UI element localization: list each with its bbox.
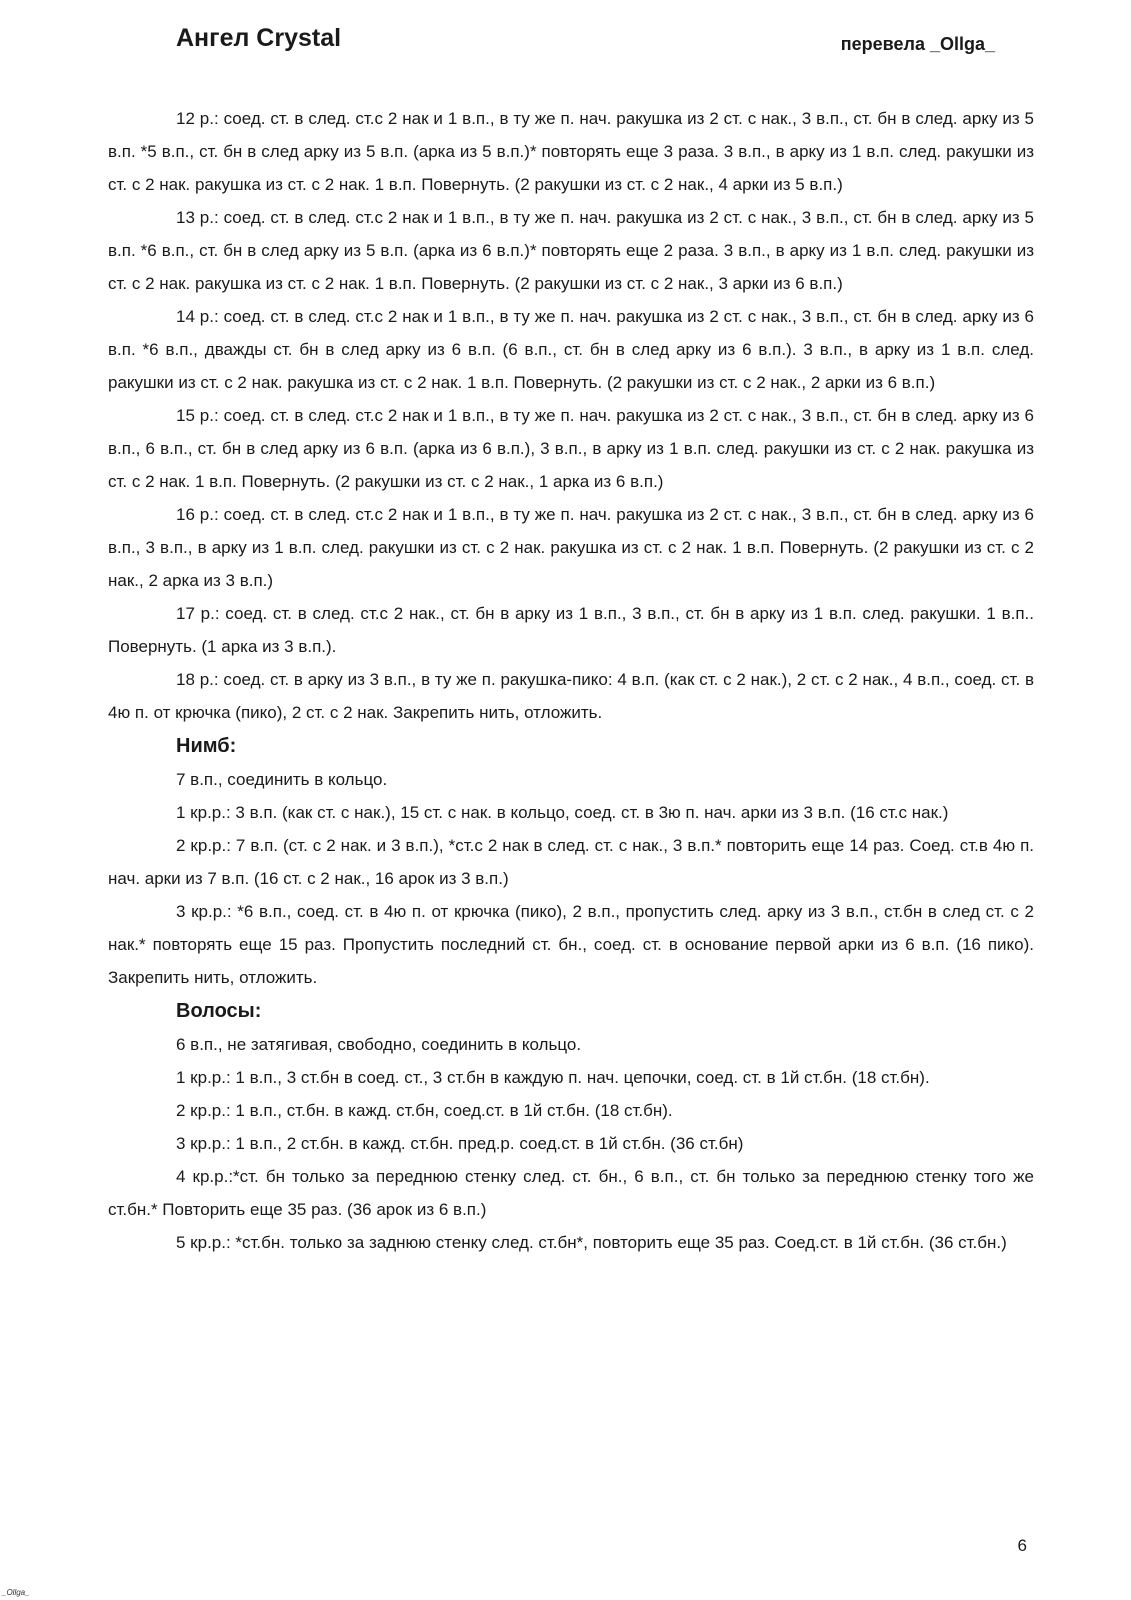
hair-heading: Волосы: xyxy=(176,1000,262,1022)
halo-start-paragraph: 7 в.п., соединить в кольцо. xyxy=(176,770,388,789)
row-15-paragraph: 15 р.: соед. ст. в след. ст.с 2 нак и 1 в.п., в ту же п. нач. ракушка из 2 ст. с нак., 3 в.п., ст. бн в след. арку из 6 в.п., 6 в.п., ст. бн в след арку из 6 в.п. (арка из 6 в.п.), 3 в.п., в арку из 1 в.п. след. ракушки из ст. с 2 нак. ракушка из ст. с 2 нак. 1 в.п. Повернуть. (2 ракушки из ст. с 2 нак., 1 арка из 6 в.п.) xyxy=(108,406,1034,491)
page-content xyxy=(108,102,1034,1259)
watermark: _Ollga_ xyxy=(2,1588,30,1597)
hair-round-4-paragraph: 4 кр.р.:*ст. бн только за переднюю стенку след. ст. бн., 6 в.п., ст. бн только за переднюю стенку того же ст.бн.* Повторить еще 35 раз. (36 арок из 6 в.п.) xyxy=(108,1167,1034,1219)
hair-round-3-paragraph: 3 кр.р.: 1 в.п., 2 ст.бн. в кажд. ст.бн. пред.р. соед.ст. в 1й ст.бн. (36 ст.бн) xyxy=(176,1134,744,1153)
translator-credit: перевела _Ollga_ xyxy=(840,34,995,54)
halo-round-2-paragraph: 2 кр.р.: 7 в.п. (ст. с 2 нак. и 3 в.п.), *ст.с 2 нак в след. ст. с нак., 3 в.п.* повторить еще 14 раз. Соед. ст.в 4ю п. нач. арки из 7 в.п. (16 ст. с 2 нак., 16 арок из 3 в.п.) xyxy=(108,836,1034,888)
halo-heading: Нимб: xyxy=(176,735,237,757)
row-17-paragraph: 17 р.: соед. ст. в след. ст.с 2 нак., ст. бн в арку из 1 в.п., 3 в.п., ст. бн в арку из 1 в.п. след. ракушки. 1 в.п.. Повернуть. (1 арка из 3 в.п.). xyxy=(108,604,1034,656)
hair-start-paragraph: 6 в.п., не затягивая, свободно, соединить в кольцо. xyxy=(176,1035,582,1054)
document-title: Ангел Crystal xyxy=(176,24,342,52)
hair-round-2-paragraph: 2 кр.р.: 1 в.п., ст.бн. в кажд. ст.бн, соед.ст. в 1й ст.бн. (18 ст.бн). xyxy=(176,1101,673,1120)
row-16-paragraph: 16 р.: соед. ст. в след. ст.с 2 нак и 1 в.п., в ту же п. нач. ракушка из 2 ст. с нак., 3 в.п., ст. бн в след. арку из 6 в.п., 3 в.п., в арку из 1 в.п. след. ракушки из ст. с 2 нак. ракушка из ст. с 2 нак. 1 в.п. Повернуть. (2 ракушки из ст. с 2 нак., 2 арка из 3 в.п.) xyxy=(108,505,1034,590)
row-13-paragraph: 13 р.: соед. ст. в след. ст.с 2 нак и 1 в.п., в ту же п. нач. ракушка из 2 ст. с нак., 3 в.п., ст. бн в след. арку из 5 в.п. *6 в.п., ст. бн в след арку из 5 в.п. (арка из 6 в.п.)* повторять еще 2 раза. 3 в.п., в арку из 1 в.п. след. ракушки из ст. с 2 нак. ракушка из ст. с 2 нак. 1 в.п. Повернуть. (2 ракушки из ст. с 2 нак., 3 арки из 6 в.п.) xyxy=(108,208,1034,293)
row-12-paragraph: 12 р.: соед. ст. в след. ст.с 2 нак и 1 в.п., в ту же п. нач. ракушка из 2 ст. с нак., 3 в.п., ст. бн в след. арку из 5 в.п. *5 в.п., ст. бн в след арку из 5 в.п. (арка из 5 в.п.)* повторять еще 3 раза. 3 в.п., в арку из 1 в.п. след. ракушки из ст. с 2 нак. ракушка из ст. с 2 нак. 1 в.п. Повернуть. (2 ракушки из ст. с 2 нак., 4 арки из 5 в.п.) xyxy=(108,109,1034,194)
hair-round-1-paragraph: 1 кр.р.: 1 в.п., 3 ст.бн в соед. ст., 3 ст.бн в каждую п. нач. цепочки, соед. ст. в 1й ст.бн. (18 ст.бн). xyxy=(176,1068,930,1087)
row-14-paragraph: 14 р.: соед. ст. в след. ст.с 2 нак и 1 в.п., в ту же п. нач. ракушка из 2 ст. с нак., 3 в.п., ст. бн в след. арку из 6 в.п. *6 в.п., дважды ст. бн в след арку из 6 в.п. (6 в.п., ст. бн в след арку из 6 в.п.). 3 в.п., в арку из 1 в.п. след. ракушки из ст. с 2 нак. ракушка из ст. с 2 нак. 1 в.п. Повернуть. (2 ракушки из ст. с 2 нак., 2 арки из 6 в.п.) xyxy=(108,307,1034,392)
halo-round-1-paragraph: 1 кр.р.: 3 в.п. (как ст. с нак.), 15 ст. с нак. в кольцо, соед. ст. в 3ю п. нач. арки из 3 в.п. (16 ст.с нак.) xyxy=(176,803,949,822)
page-number: 6 xyxy=(1017,1536,1027,1555)
row-18-paragraph: 18 р.: соед. ст. в арку из 3 в.п., в ту же п. ракушка-пико: 4 в.п. (как ст. с 2 нак.), 2 ст. с 2 нак., 4 в.п., соед. ст. в 4ю п. от крючка (пико), 2 ст. с 2 нак. Закрепить нить, отложить. xyxy=(108,670,1034,722)
halo-round-3-paragraph: 3 кр.р.: *6 в.п., соед. ст. в 4ю п. от крючка (пико), 2 в.п., пропустить след. арку из 3 в.п., ст.бн в след ст. с 2 нак.* повторять еще 15 раз. Пропустить последний ст. бн., соед. ст. в основание первой арки из 6 в.п. (16 пико). Закрепить нить, отложить. xyxy=(108,902,1034,987)
hair-round-5-paragraph: 5 кр.р.: *ст.бн. только за заднюю стенку след. ст.бн*, повторить еще 35 раз. Соед.ст. в 1й ст.бн. (36 ст.бн.) xyxy=(176,1233,1007,1252)
